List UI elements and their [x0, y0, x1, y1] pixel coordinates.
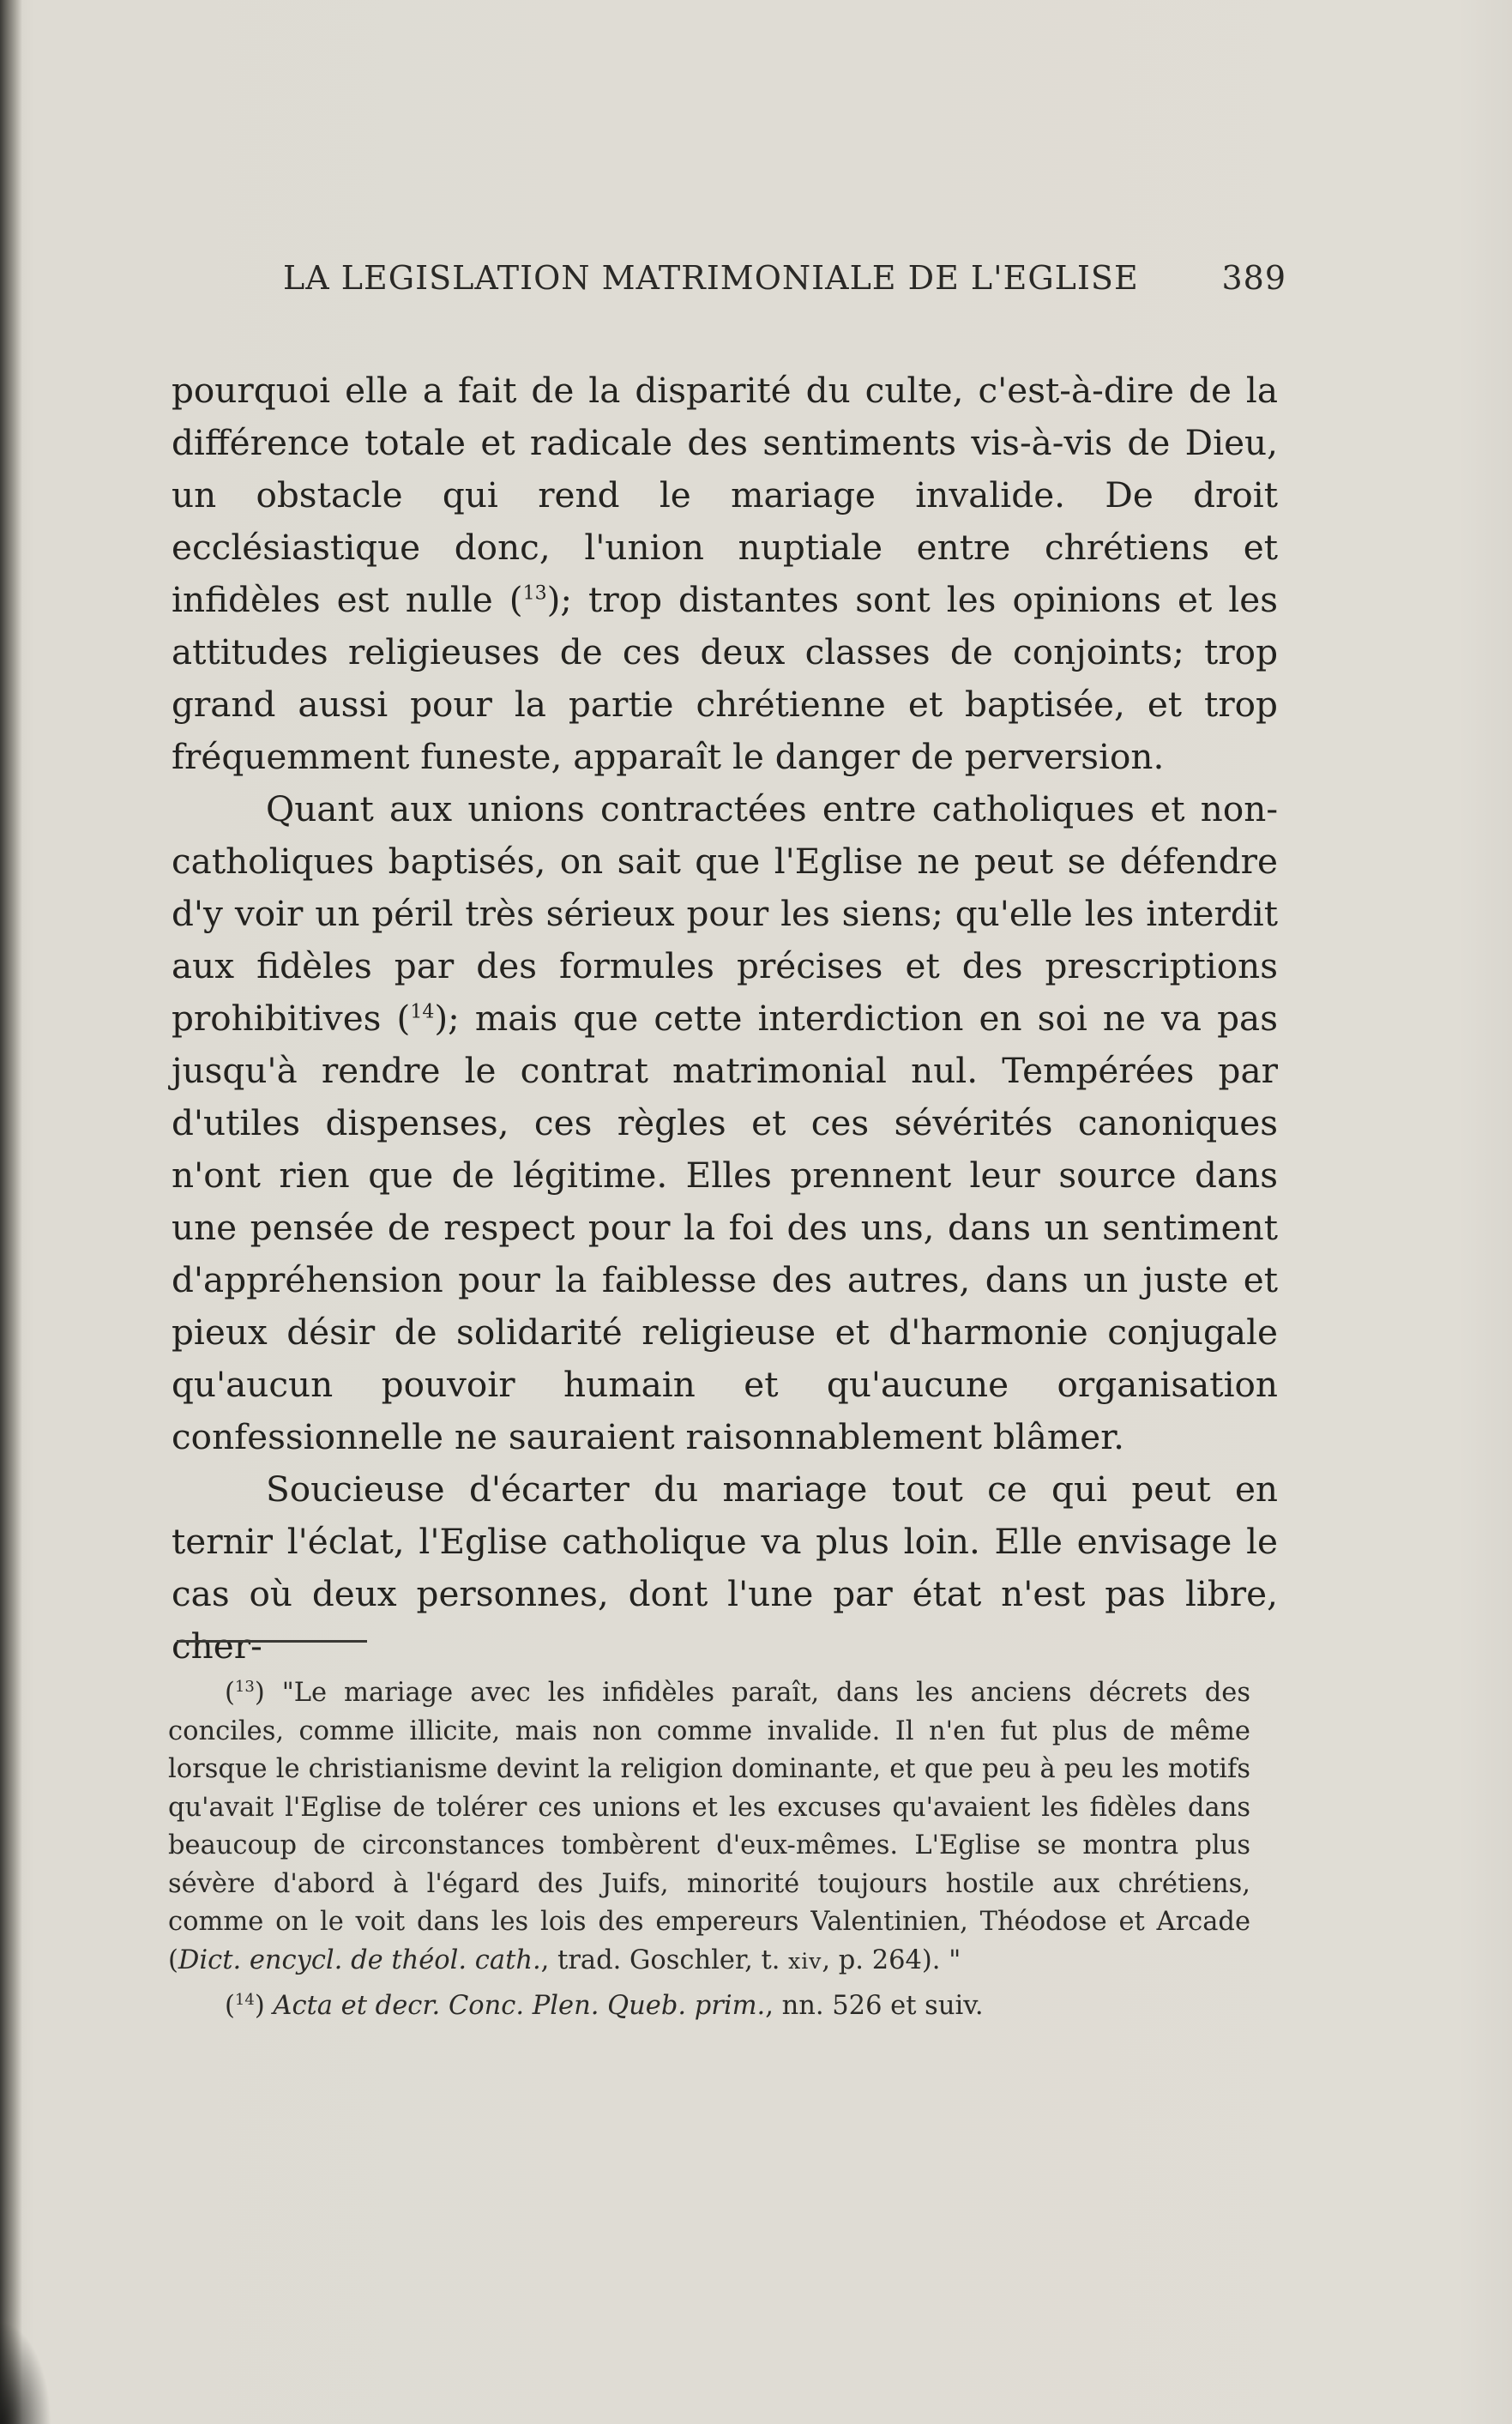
footnote-14-source: Acta et decr. Conc. Plen. Queb. prim. [273, 1991, 766, 2021]
note-ref-14: 14 [410, 1001, 435, 1023]
paragraph-1-continuation: ; trop distantes sont les opinions et les attitudes religieuses de ces deux classes de conjoints; trop grand aussi pour la partie chrétienne et baptisée, et trop fréquemment funeste, apparaît le danger de perversion. [172, 579, 1278, 777]
running-head-title: LA LEGISLATION MATRIMONIALE DE L'EGLISE [283, 259, 1139, 297]
footnote-13-volume: xiv [788, 1948, 822, 1974]
paragraph-2: Quant aux unions contractées entre catholiques et non-catholiques baptisés, on sait que l'Eglise ne peut se défendre d'y voir un péril très sérieux pour les siens; qu'elle les interdit aux fidèles par des formules précises et des prescriptions prohibitives ($^{14}$); mais que cette interdiction en soi ne va pas jusqu'à rendre le contrat matrimonial nul. Tempérées par d'utiles dispenses, ces règles et ces sévérités canoniques n'ont rien que de légitime. Elles prennent leur source dans une pensée de respect pour la foi des uns, dans un sentiment d'appréhension pour la faiblesse des autres, dans un juste et pieux désir de solidarité religieuse et d'harmonie conjugale qu'aucun pouvoir humain et qu'aucune organisation confessionnelle ne sauraient raisonnablement blâmer. [172, 788, 1278, 1457]
footnote-separator [177, 1640, 367, 1643]
footnotes [168, 1674, 1250, 2026]
book-gutter-shadow [0, 0, 22, 2424]
footnote-14-marker: 14 [234, 1990, 255, 2009]
footnote-13-tail-2: , p. 264). " [822, 1945, 961, 1975]
running-head [283, 259, 1286, 307]
paragraph-3: Soucieuse d'écarter du mariage tout ce qui peut en ternir l'éclat, l'Eglise catholique va plus loin. Elle envisage le cas où deux personnes, dont l'une par état n'est pas libre, cher- [172, 1468, 1278, 1667]
note-ref-13: 13 [522, 582, 547, 605]
footnote-13-source: Dict. encycl. de théol. cath. [178, 1945, 541, 1975]
footnote-13-tail-1: , trad. Goschler, t. [540, 1945, 789, 1975]
footnote-13: ($^{13}$) "Le mariage avec les infidèles paraît, dans les anciens décrets des conciles, comme illicite, mais non comme invalide. Il n'en fut plus de même lorsque le christianisme devint la religion dominante, et que peu à peu les motifs qu'avait l'Eglise de tolérer ces unions et les excuses qu'avaient les fidèles dans beaucoup de circonstances tombèrent d'eux-mêmes. L'Eglise se montra plus sévère d'abord à l'égard des Juifs, minorité toujours hostile aux chrétiens, comme on le voit dans les lois des empereurs Valentinien, Théodose et Arcade (Dict. encycl. de théol. cath., trad. Goschler, t. xiv, p. 264). " [168, 1677, 1250, 1975]
footnote-13-marker: 13 [234, 1677, 255, 1696]
paragraph-1-text: pourquoi elle a fait de la disparité du culte, c'est-à-dire de la différence totale et radicale des sentiments vis-à-vis de Dieu, un obstacle qui rend le mariage invalide. De droit ecclésiastique donc, l'union nuptiale entre chrétiens et infidèles est nulle [172, 370, 1278, 620]
page-number: 389 [1221, 259, 1286, 297]
footnote-13-text: "Le mariage avec les infidèles paraît, dans les anciens décrets des conciles, comme illicite, mais non comme invalide. Il n'en fut plus de même lorsque le christianisme devint la religion dominante, et que peu à peu les motifs qu'avait l'Eglise de tolérer ces unions et les excuses qu'avaient les fidèles dans beaucoup de circonstances tombèrent d'eux-mêmes. L'Eglise se montra plus sévère d'abord à l'égard des Juifs, minorité toujours hostile aux chrétiens, comme on le voit dans les lois des empereurs Valentinien, Théodose et Arcade ( [168, 1678, 1250, 1975]
corner-shadow [0, 2321, 51, 2424]
footnote-14: ($^{14}$) Acta et decr. Conc. Plen. Queb. prim., nn. 526 et suiv. [225, 1990, 984, 2021]
footnote-14-tail: , nn. 526 et suiv. [765, 1991, 984, 2021]
paragraph-1: pourquoi elle a fait de la disparité du culte, c'est-à-dire de la différence totale et radicale des sentiments vis-à-vis de Dieu, un obstacle qui rend le mariage invalide. De droit ecclésiastique donc, l'union nuptiale entre chrétiens et infidèles est nulle ($^{13}$); trop distantes sont les opinions et les attitudes religieuses de ces deux classes de conjoints; trop grand aussi pour la partie chrétienne et baptisée, et trop fréquemment funeste, apparaît le danger de perversion. [172, 370, 1278, 777]
body-text [172, 365, 1278, 1673]
paragraph-2-continuation: ; mais que cette interdiction en soi ne va pas jusqu'à rendre le contrat matrimonial nul. Tempérées par d'utiles dispenses, ces règles et ces sévérités canoniques n'ont rien que de légitime. Elles prennent leur source dans une pensée de respect pour la foi des uns, dans un sentiment d'appréhension pour la faiblesse des autres, dans un juste et pieux désir de solidarité religieuse et d'harmonie conjugale qu'aucun pouvoir humain et qu'aucune organisation confessionnelle ne sauraient raisonnablement blâmer. [172, 998, 1278, 1457]
paragraph-2-text: Quant aux unions contractées entre catholiques et non-catholiques baptisés, on sait que l'Eglise ne peut se défendre d'y voir un péril très sérieux pour les siens; qu'elle les interdit aux fidèles par des formules précises et des prescriptions prohibitives [172, 788, 1278, 1039]
